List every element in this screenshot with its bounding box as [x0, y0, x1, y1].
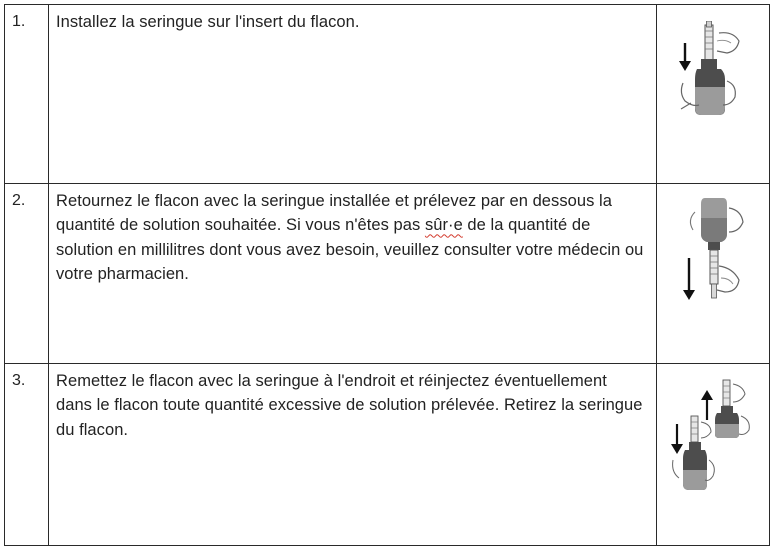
step-text: Installez la seringue sur l'insert du flacon.: [56, 13, 360, 31]
step-number-cell: [5, 184, 49, 364]
return-and-remove-illustration: [671, 376, 757, 494]
step-text-part: Retournez le flacon avec la seringue installée et prélevez par en dessous la quantité de solution souhaitée. Si vous n'êtes pas: [56, 192, 612, 235]
step-row-2: [5, 184, 770, 364]
step-illustration-cell: [657, 184, 770, 364]
step-number: 3.: [12, 372, 26, 389]
step-number-cell: [5, 5, 49, 184]
step-text-part: de la quantité de solution en millilitres dont vous avez besoin, veuillez consulter votre médecin ou votre pharmacien.: [56, 216, 644, 284]
step-number-cell: [5, 364, 49, 546]
step-row-3: [5, 364, 770, 546]
step-text: [49, 184, 656, 287]
step-illustration-cell: [657, 364, 770, 546]
step-text-cell: [49, 184, 657, 364]
step-text-cell: [49, 5, 657, 184]
spellcheck-flagged-word[interactable]: sûr·e: [424, 216, 463, 235]
step-text: Remettez le flacon avec la seringue à l'endroit et réinjectez éventuellement dans le flacon toute quantité excessive de solution prélevée. Retirez la seringue du flacon.: [56, 372, 643, 439]
instruction-table: [4, 4, 770, 546]
syringe-insert-illustration: [677, 21, 749, 117]
step-illustration-cell: [657, 5, 770, 184]
step-number: 2.: [12, 192, 26, 209]
step-row-1: [5, 5, 770, 184]
step-text-cell: [49, 364, 657, 546]
step-number: 1.: [12, 13, 26, 30]
inverted-bottle-draw-illustration: [677, 194, 749, 306]
